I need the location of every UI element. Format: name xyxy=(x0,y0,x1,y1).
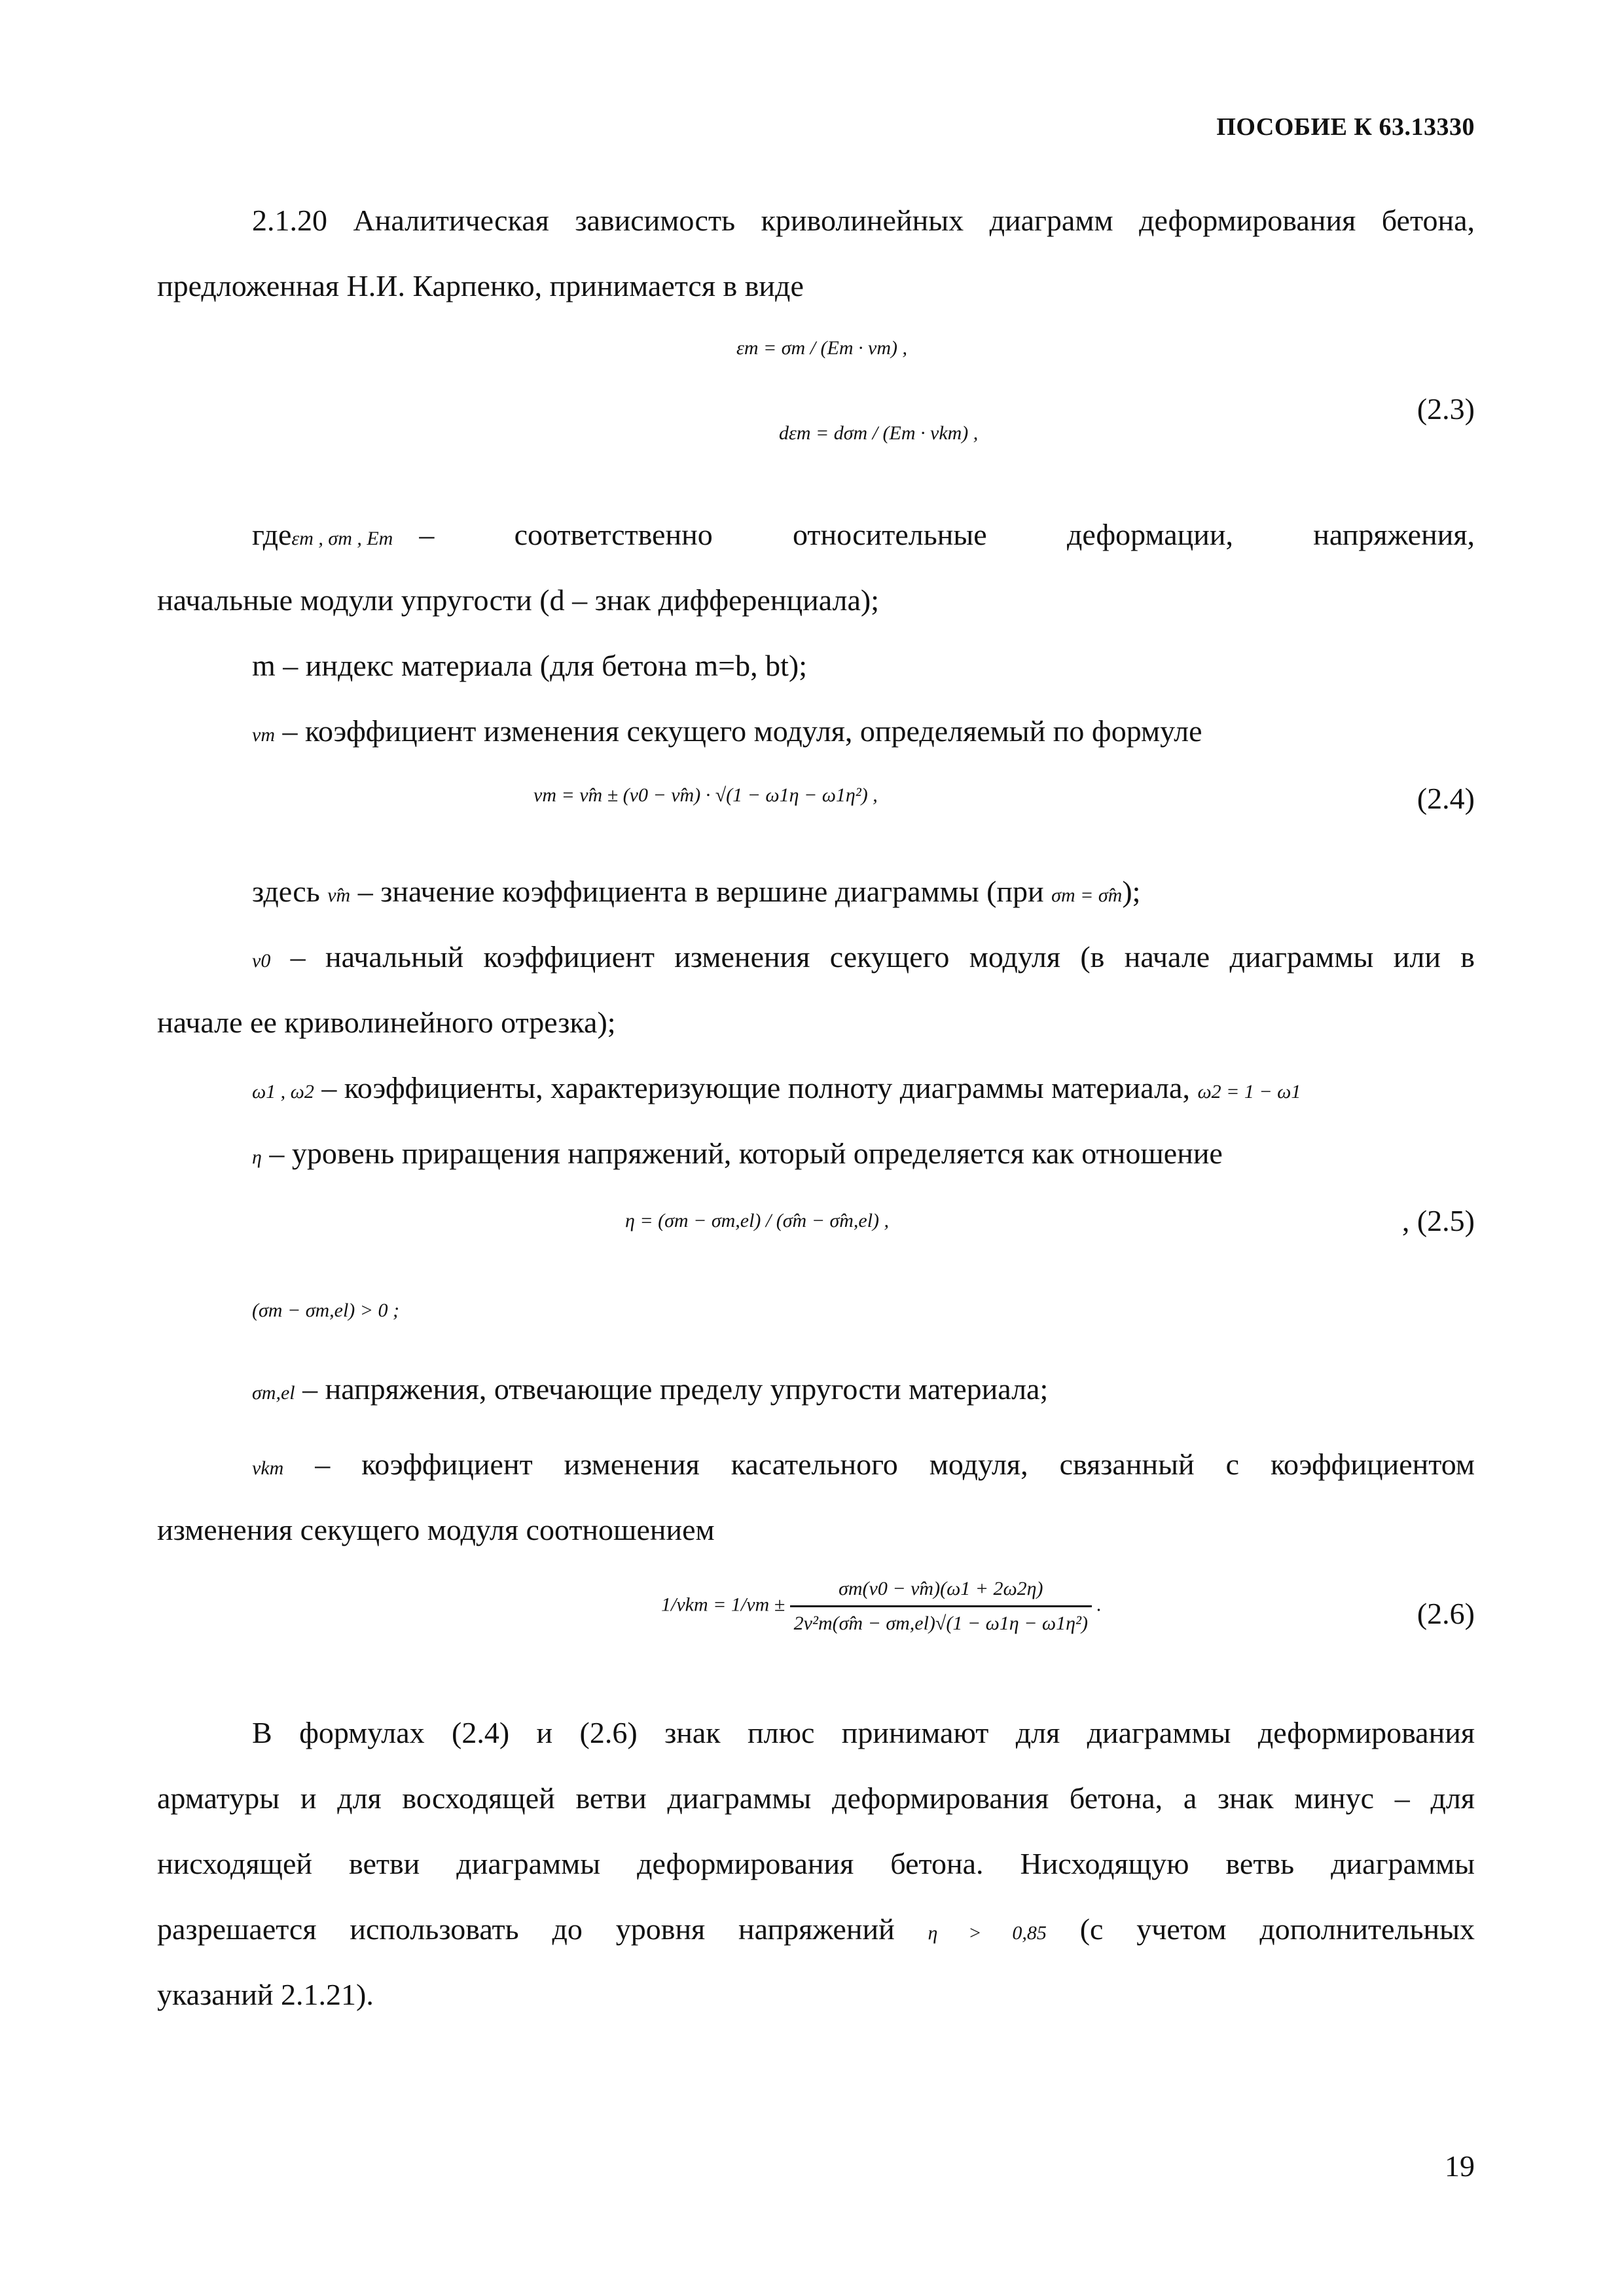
page-number: 19 xyxy=(1445,2149,1475,2183)
paragraph-line: начале ее криволинейного отрезка); xyxy=(157,1006,616,1039)
paragraph-line: изменения секущего модуля соотношением xyxy=(157,1513,715,1546)
running-header: ПОСОБИЕ К 63.13330 xyxy=(1216,113,1475,141)
where-symbols: εm , σm , Em xyxy=(291,528,393,549)
equation-number: , (2.5) xyxy=(1401,1204,1475,1237)
nuk-symbol: νkm xyxy=(252,1457,284,1479)
equation-2-5: η = (σm − σm,el) / (σ̂m − σ̂m,el) , xyxy=(625,1210,890,1231)
nu0-line xyxy=(157,923,1475,995)
nuk-line xyxy=(157,1430,1475,1503)
equation-2-3a: εm = σm / (Em · νm) , xyxy=(736,337,907,359)
equation-number: (2.4) xyxy=(1416,782,1475,815)
eta-symbol: η xyxy=(252,1146,262,1168)
equation-number: (2.6) xyxy=(1416,1597,1475,1630)
equation-2-6-lhs: 1/νkm = 1/νm ± xyxy=(661,1594,785,1616)
paragraph-line: указаний 2.1.21). xyxy=(157,1978,374,2011)
here-text: – значение коэффициента в вершине диаграммы (при xyxy=(357,875,1044,908)
where-text: – соответственно относительные деформации, напряжения, xyxy=(419,518,1475,551)
paragraph-line: предложенная Н.И. Карпенко, принимается в виде xyxy=(157,269,804,302)
paragraph-line: m – индекс материала (для бетона m=b, bt); xyxy=(252,649,807,682)
where-line xyxy=(252,501,1475,573)
fraction-denominator: 2ν²m(σ̂m − σm,el)√(1 − ω1η − ω1η²) xyxy=(793,1613,1088,1634)
here-line xyxy=(157,858,1475,930)
equation-number: (2.3) xyxy=(1416,392,1475,426)
final-condition: η > 0,85 xyxy=(928,1922,1047,1944)
eta-line xyxy=(157,1120,1475,1192)
paragraph-line: арматуры и для восходящей ветви диаграммы деформирования бетона, а знак минус – для xyxy=(157,1781,1475,1815)
fraction-numerator: σm(ν0 − ν̂m)(ω1 + 2ω2η) xyxy=(790,1578,1092,1607)
nu-m-line xyxy=(157,697,1475,769)
final-text-b: (с учетом дополнительных xyxy=(1079,1912,1475,1946)
paragraph-line: нисходящей ветви диаграммы деформирования бетона. Нисходящую ветвь диаграммы xyxy=(157,1847,1475,1880)
nuk-text: – коэффициент изменения касательного модуля, связанный с коэффициентом xyxy=(315,1448,1475,1481)
here-end: ); xyxy=(1122,875,1141,908)
omega-symbols: ω1 , ω2 xyxy=(252,1081,314,1102)
omega-line xyxy=(157,1054,1475,1126)
here-condition: σm = σ̂m xyxy=(1051,884,1123,906)
final-line-4 xyxy=(157,1895,1475,1967)
nu-m-symbol: νm xyxy=(252,724,275,746)
omega-relation: ω2 = 1 − ω1 xyxy=(1197,1081,1301,1102)
paragraph-line: 2.1.20 Аналитическая зависимость криволинейных диаграмм деформирования бетона, xyxy=(252,204,1475,237)
equation-2-3b: dεm = dσm / (Em · νkm) , xyxy=(779,422,979,444)
nu0-symbol: ν0 xyxy=(252,950,271,972)
sigma-el-text: – напряжения, отвечающие пределу упругости материала; xyxy=(302,1372,1049,1406)
equation-2-6-fraction xyxy=(790,1578,1092,1635)
sigma-el-symbol: σm,el xyxy=(252,1382,295,1404)
equation-2-6: 1/νkm = 1/νm ± $\frac{\sigma m(\nu 0 - \nûm)(\omega 1 + 2\omega 2\eta)}{\text{2ν²m(σ̂m − σm,el)√(1 − ω1η − ω1η²)}}$ . xyxy=(661,1578,1102,1634)
paragraph-line: начальные модули упругости (d – знак дифференциала); xyxy=(157,583,879,617)
sigma-el-line xyxy=(157,1355,1475,1427)
where-prefix: где xyxy=(252,518,292,551)
paragraph-line: В формулах (2.4) и (2.6) знак плюс принимают для диаграммы деформирования xyxy=(252,1716,1475,1749)
nu-m-text: – коэффициент изменения секущего модуля, определяемый по формуле xyxy=(282,714,1202,748)
here-prefix: здесь xyxy=(252,875,320,908)
final-text-a: разрешается использовать до уровня напряжений xyxy=(157,1912,895,1946)
condition-2-5: (σm − σm,el) > 0 ; xyxy=(252,1300,400,1321)
eta-text: – уровень приращения напряжений, который определяется как отношение xyxy=(269,1137,1223,1170)
equation-2-4: νm = ν̂m ± (ν0 − ν̂m) · √(1 − ω1η − ω1η²) , xyxy=(533,784,878,806)
here-symbol: ν̂m xyxy=(327,884,351,906)
omega-text: – коэффициенты, характеризующие полноту диаграммы материала, xyxy=(321,1071,1190,1104)
nu0-text: – начальный коэффициент изменения секущего модуля (в начале диаграммы или в xyxy=(290,940,1475,974)
